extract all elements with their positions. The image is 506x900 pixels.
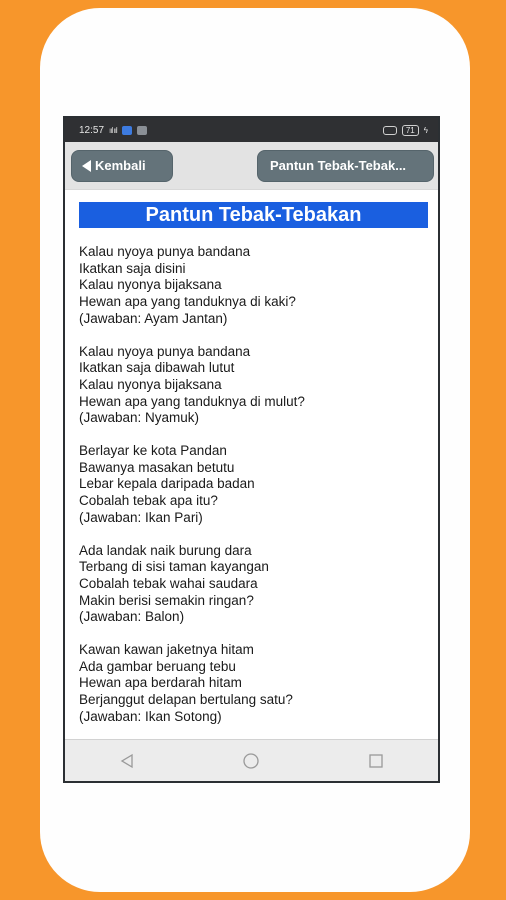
stanza-line: Kalau nyoya punya bandana xyxy=(79,244,251,259)
stanza xyxy=(79,244,428,328)
stanza-line: Cobalah tebak apa itu? xyxy=(79,493,218,509)
status-bar xyxy=(65,118,438,142)
stanza-line: Makin berisi semakin ringan? xyxy=(79,592,254,608)
stanza-answer: (Jawaban: Balon) xyxy=(79,609,185,625)
stanza-line: Kalau nyonya bijaksana xyxy=(79,277,222,293)
stanza-line: Ada gambar beruang tebu xyxy=(79,658,236,674)
stanza-line: Kalau nyonya bijaksana xyxy=(79,376,222,392)
back-button[interactable] xyxy=(71,150,173,182)
page-title: Pantun Tebak-Tebakan xyxy=(79,202,428,228)
phone-screen xyxy=(63,116,440,783)
gallery-icon xyxy=(137,126,147,135)
stanza-line: Lebar kepala daripada badan xyxy=(79,476,255,492)
stanza-answer: (Jawaban: Ayam Jantan) xyxy=(79,310,228,326)
stanza-line: Cobalah tebak wahai saudara xyxy=(79,575,258,591)
notification-icon xyxy=(122,126,132,135)
nav-recents-icon[interactable] xyxy=(368,753,384,769)
stanza-line: Berjanggut delapan bertulang satu? xyxy=(79,692,293,708)
stanza xyxy=(79,344,428,428)
stanza-line: Ikatkan saja disini xyxy=(79,260,186,276)
stanza xyxy=(79,642,428,726)
stanza-line: Kawan kawan jaketnya hitam xyxy=(79,642,254,658)
stanza-line: Terbang di sisi taman kayangan xyxy=(79,559,269,575)
nav-back-icon[interactable] xyxy=(119,753,135,769)
stanza xyxy=(79,443,428,527)
charging-icon: ϟ xyxy=(423,125,428,135)
stanza-line: Hewan apa yang tanduknya di kaki? xyxy=(79,294,296,310)
pantun-content[interactable] xyxy=(65,190,438,739)
vibrate-icon xyxy=(383,126,397,135)
signal-icon: ııl ııl xyxy=(109,125,117,135)
stanza-answer: (Jawaban: Ikan Sotong) xyxy=(79,708,222,724)
stanza-line: Bawanya masakan betutu xyxy=(79,459,235,475)
title-button[interactable] xyxy=(257,150,434,182)
back-triangle-icon xyxy=(82,160,91,172)
battery-icon: 71 xyxy=(402,125,419,136)
stanza-answer: (Jawaban: Ikan Pari) xyxy=(79,509,203,525)
stanza-line: Berlayar ke kota Pandan xyxy=(79,443,227,459)
stanza-line: Hewan apa berdarah hitam xyxy=(79,675,242,691)
stanza-answer: (Jawaban: Nyamuk) xyxy=(79,410,200,426)
stanza-line: Ikatkan saja dibawah lutut xyxy=(79,360,235,376)
nav-home-icon[interactable] xyxy=(242,752,260,770)
stanza xyxy=(79,543,428,627)
system-nav-bar xyxy=(65,739,438,781)
stanza-line: Kalau nyoya punya bandana xyxy=(79,343,251,359)
back-button-label: Kembali xyxy=(95,158,146,173)
stanza-line: Ada landak naik burung dara xyxy=(79,542,252,558)
title-button-label: Pantun Tebak-Tebak... xyxy=(270,158,407,173)
toolbar xyxy=(65,142,438,190)
status-time: 12:57 xyxy=(79,124,105,136)
stanza-line: Hewan apa yang tanduknya di mulut? xyxy=(79,393,305,409)
